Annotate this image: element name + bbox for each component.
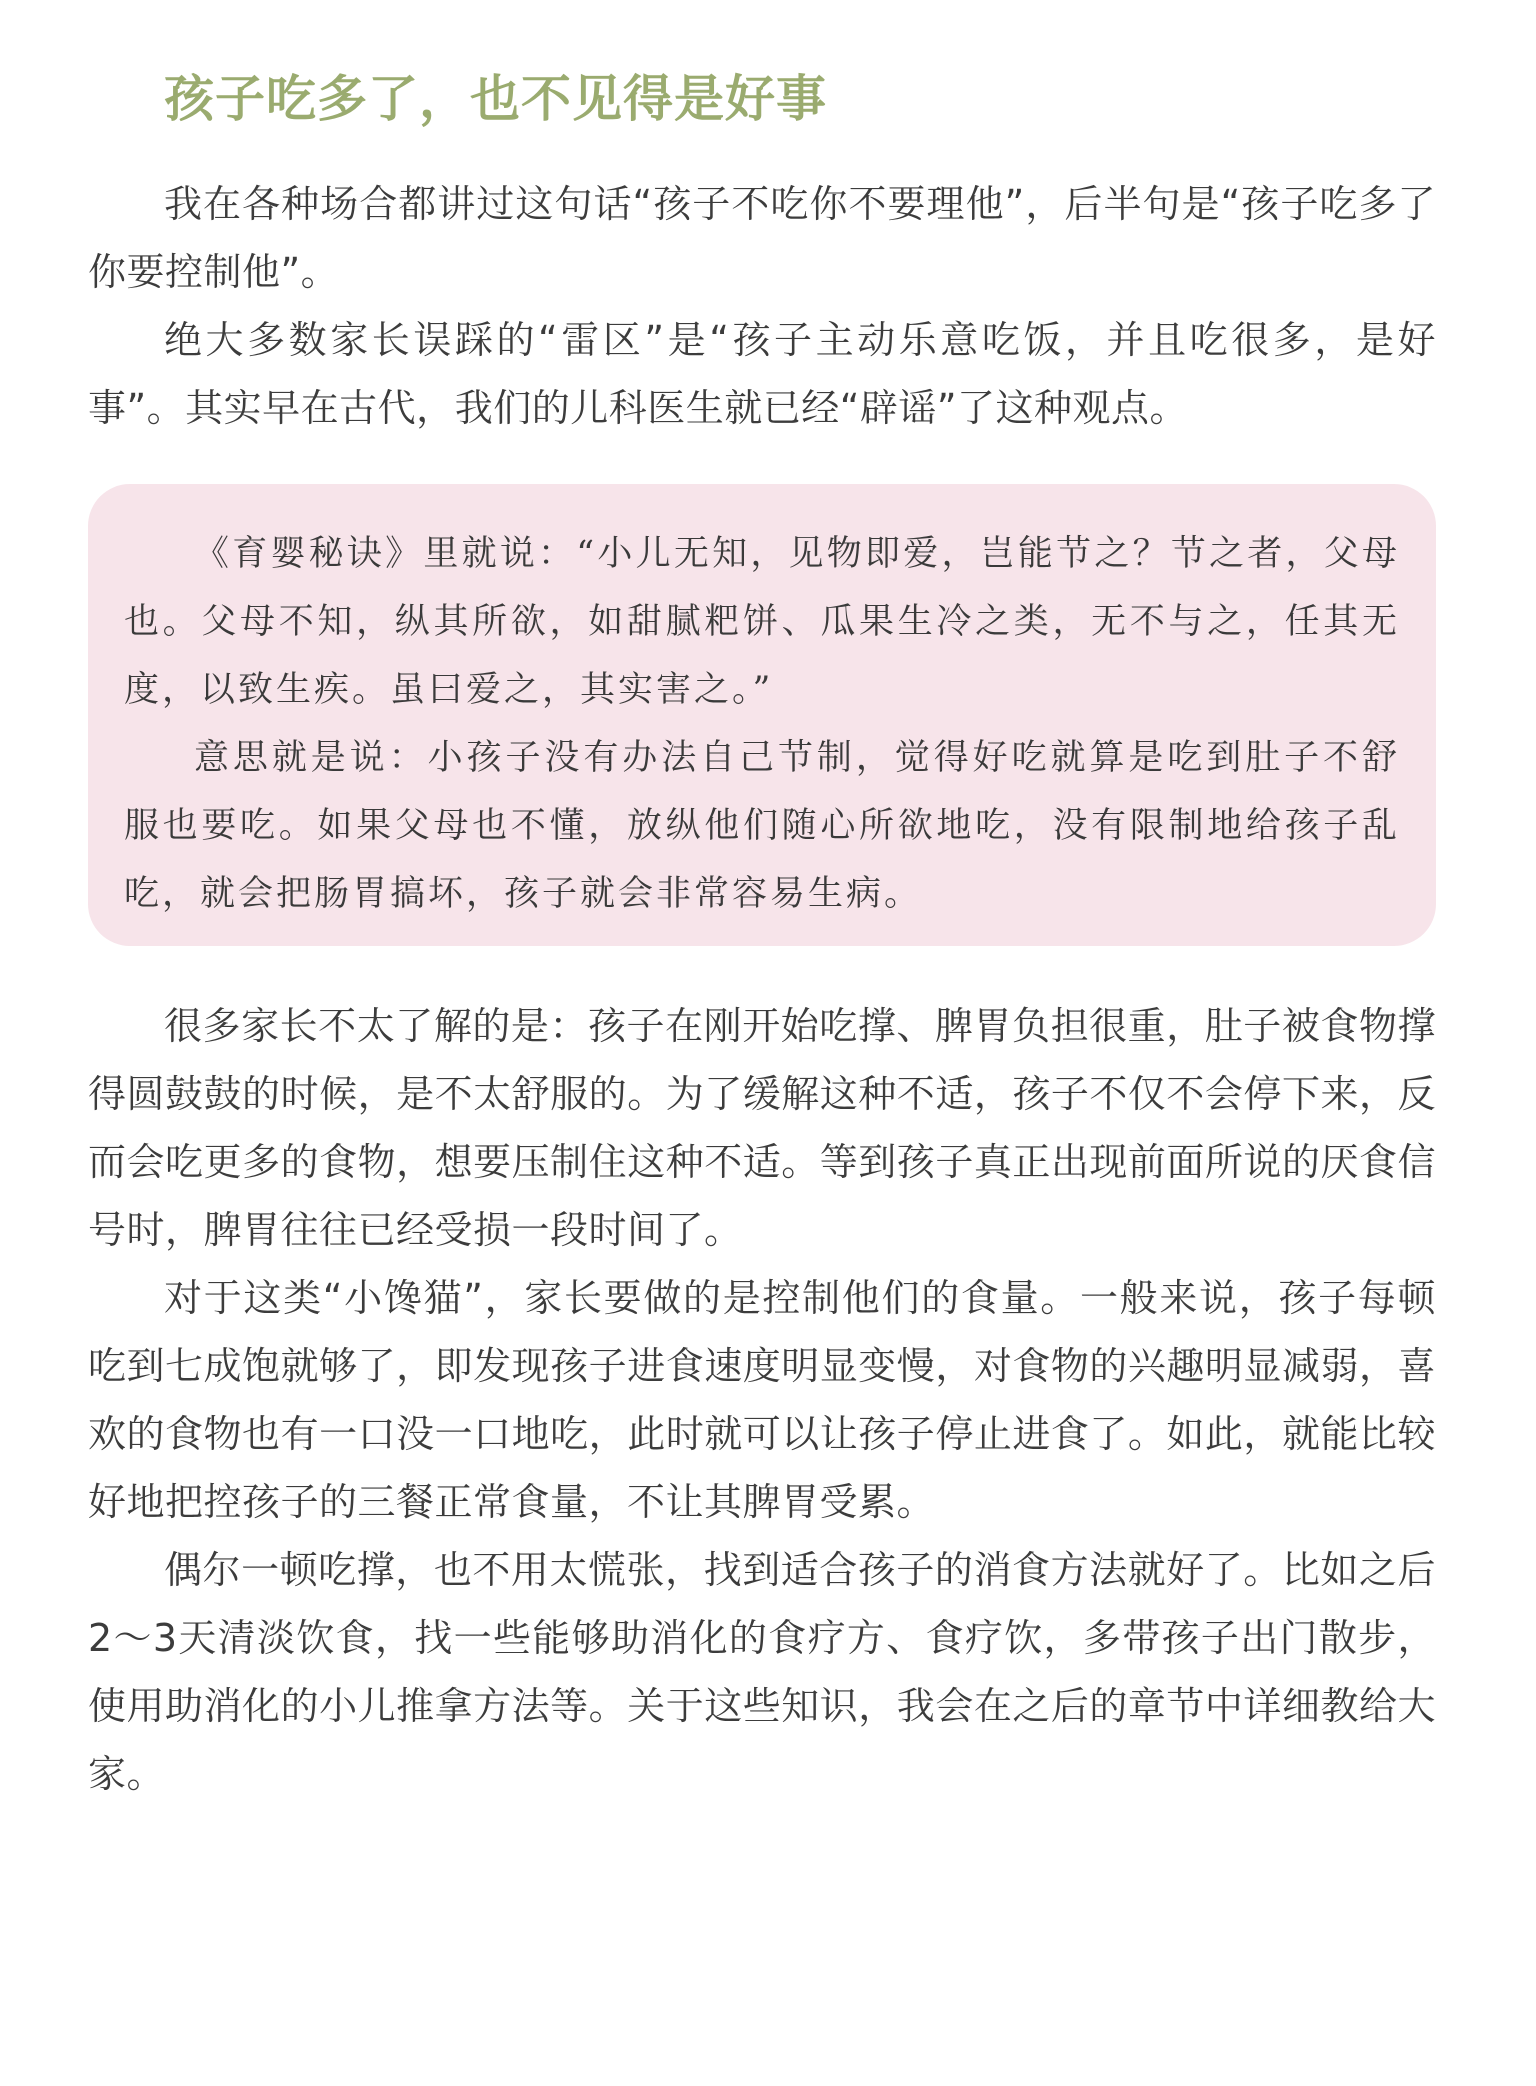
paragraph: 很多家长不太了解的是：孩子在刚开始吃撑、脾胃负担很重，肚子被食物撑得圆鼓鼓的时候，是不太舒服的。为了缓解这种不适，孩子不仅不会停下来，反而会吃更多的食物，想要压制住这种不适。等到孩子真正出现前面所说的厌食信号时，脾胃往往已经受损一段时间了。	[88, 1004, 1436, 1252]
paragraph: 绝大多数家长误踩的“雷区”是“孩子主动乐意吃饭，并且吃很多，是好事”。其实早在古代，我们的儿科医生就已经“辟谣”了这种观点。	[88, 318, 1436, 430]
section-title: 孩子吃多了，也不见得是好事	[164, 70, 827, 128]
paragraph: 我在各种场合都讲过这句话“孩子不吃你不要理他”，后半句是“孩子吃多了你要控制他”。	[88, 182, 1436, 294]
quote-paragraph: 《育婴秘诀》里就说：“小儿无知，见物即爱，岂能节之？节之者，父母也。父母不知，纵其所欲，如甜腻粑饼、瓜果生冷之类，无不与之，任其无度，以致生疾。虽曰爱之，其实害之。”	[124, 534, 1400, 710]
intro-text	[88, 170, 1436, 442]
paragraph: 对于这类“小馋猫”，家长要做的是控制他们的食量。一般来说，孩子每顿吃到七成饱就够了，即发现孩子进食速度明显变慢，对食物的兴趣明显减弱，喜欢的食物也有一口没一口地吃，此时就可以让孩子停止进食了。如此，就能比较好地把控孩子的三餐正常食量，不让其脾胃受累。	[88, 1276, 1436, 1524]
body-text	[88, 992, 1436, 1808]
quote-box	[88, 484, 1436, 946]
quote-explanation: 意思就是说：小孩子没有办法自己节制，觉得好吃就算是吃到肚子不舒服也要吃。如果父母也不懂，放纵他们随心所欲地吃，没有限制地给孩子乱吃，就会把肠胃搞坏，孩子就会非常容易生病。	[124, 738, 1400, 914]
paragraph: 偶尔一顿吃撑，也不用太慌张，找到适合孩子的消食方法就好了。比如之后2～3天清淡饮食，找一些能够助消化的食疗方、食疗饮，多带孩子出门散步，使用助消化的小儿推拿方法等。关于这些知识，我会在之后的章节中详细教给大家。	[88, 1548, 1436, 1796]
